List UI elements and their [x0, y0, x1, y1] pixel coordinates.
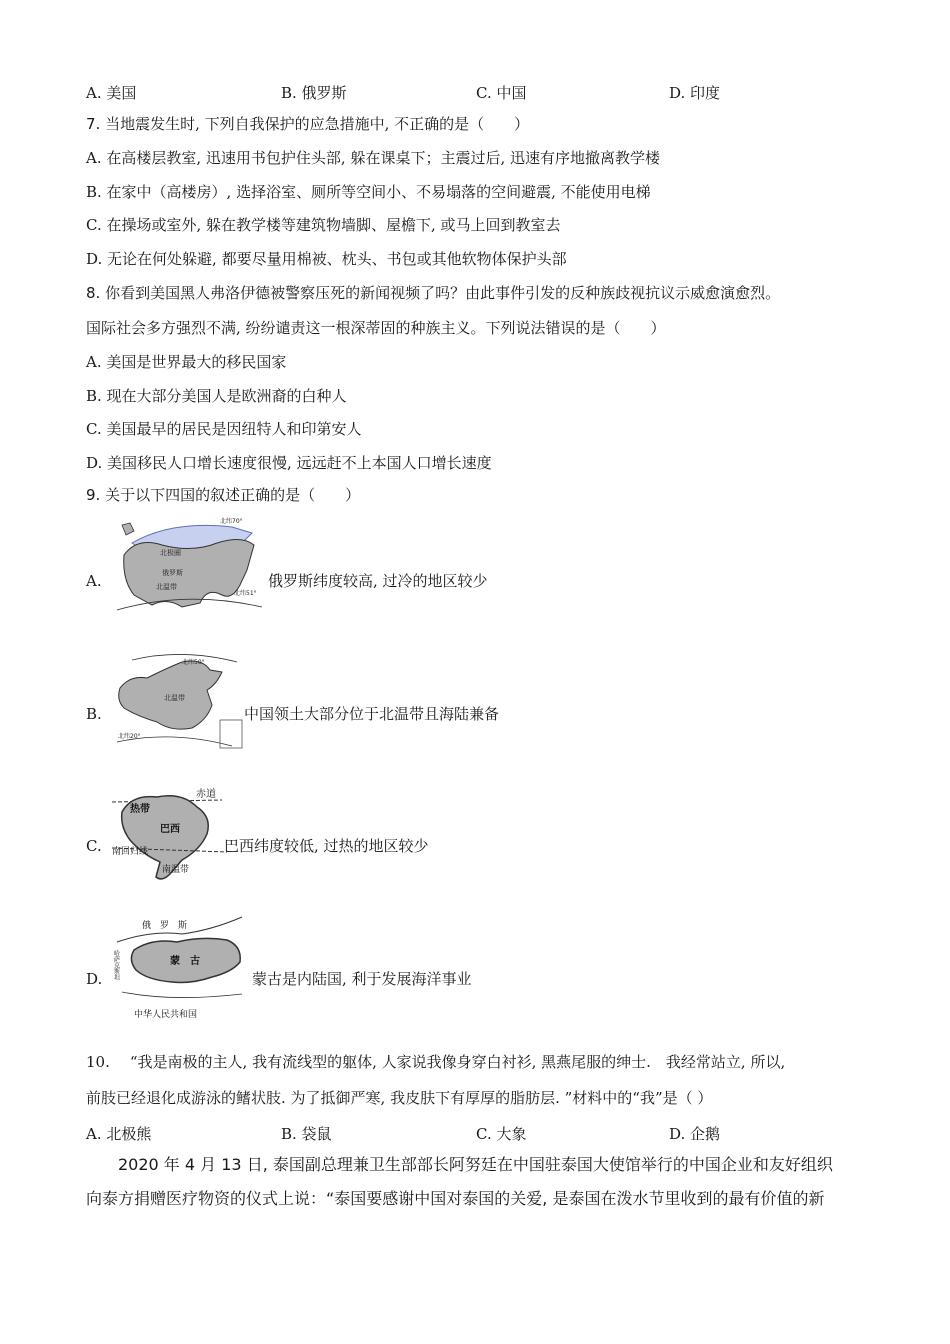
label-equator: 赤道	[196, 789, 216, 800]
label-south-temperate: 南温带	[162, 865, 190, 875]
q7-number: 7.	[86, 115, 101, 133]
china-map	[112, 650, 247, 755]
q9-option-d-letter: D.	[86, 970, 103, 988]
q10-option-c: C. 大象	[476, 1125, 527, 1143]
q10-option-b: B. 袋鼠	[281, 1125, 332, 1143]
q9-option-b-letter: B.	[86, 705, 102, 723]
island-shape	[122, 523, 134, 535]
q6-option-b: B. 俄罗斯	[281, 84, 347, 102]
label-tropical: 热带	[130, 804, 150, 815]
q10-stem-line2: 前肢已经退化成游泳的鳍状肢. 为了抵御严寒, 我皮肤下有厚厚的脂肪层. ”材料中的“我”是（ ）	[86, 1089, 713, 1107]
label-brazil: 巴西	[160, 824, 180, 835]
q9-number: 9.	[86, 486, 101, 504]
q8-option-a: A. 美国是世界最大的移民国家	[86, 353, 287, 371]
q7-stem	[86, 114, 529, 134]
q8-stem-line2: 国际社会多方强烈不满, 纷纷谴责这一根深蒂固的种族主义。下列说法错误的是（ ）	[86, 319, 666, 337]
mongolia-map	[112, 912, 252, 1022]
q8-option-c: C. 美国最早的居民是因纽特人和印第安人	[86, 420, 362, 438]
q8-option-b: B. 现在大部分美国人是欧洲裔的白种人	[86, 387, 347, 405]
q7-option-d: D. 无论在何处躲避, 都要尽量用棉被、枕头、书包或其他软物体保护头部	[86, 250, 567, 268]
label-arctic-circle: 北极圈	[160, 549, 181, 557]
q7-option-c: C. 在操场或室外, 躲在教学楼等建筑物墙脚、屋檐下, 或马上回到教室去	[86, 216, 561, 234]
q10-option-a: A. 北极熊	[86, 1125, 152, 1143]
label-north-temperate-china: 北温带	[164, 694, 185, 702]
q8-option-d: D. 美国移民人口增长速度很慢, 远远赶不上本国人口增长速度	[86, 454, 492, 472]
q9-option-b-text: 中国领土大部分位于北温带且海陆兼备	[244, 705, 500, 723]
q9-option-a-letter: A.	[86, 572, 102, 590]
label-mongolia: 蒙 古	[170, 956, 200, 967]
q6-option-c: C. 中国	[476, 84, 527, 102]
label-china-south: 中华人民共和国	[134, 1010, 198, 1020]
q9-option-c-letter: C.	[86, 837, 102, 855]
q9-option-c-text: 巴西纬度较低, 过热的地区较少	[224, 837, 429, 855]
q8-stem-text1: 你看到美国黑人弗洛伊德被警察压死的新闻视频了吗？由此事件引发的反种族歧视抗议示威愈演愈烈。	[100, 284, 781, 302]
q7-option-b: B. 在家中（高楼房）, 选择浴室、厕所等空间小、不易塌落的空间避震, 不能使用电梯	[86, 183, 651, 201]
q10-stem-text1: “我是南极的主人, 我有流线型的躯体, 人家说我像身穿白衬衫, 黑燕尾服的绅士. 我经常站立, 所以,	[129, 1053, 786, 1071]
q10-number: 10.	[86, 1053, 110, 1071]
q9-stem	[86, 485, 360, 505]
q6-options	[86, 82, 886, 104]
q6-option-a: A. 美国	[86, 84, 137, 102]
label-russia: 俄罗斯	[162, 569, 183, 577]
q9-stem-text: 关于以下四国的叙述正确的是（ ）	[100, 486, 361, 504]
label-lat-20: 北纬20°	[118, 733, 141, 740]
q7-stem-text: 当地震发生时, 下列自我保护的应急措施中, 不正确的是（ ）	[100, 115, 530, 133]
label-russia-north: 俄 罗 斯	[142, 921, 188, 931]
russia-map	[112, 515, 267, 620]
q9-option-d-text: 蒙古是内陆国, 利于发展海洋事业	[252, 970, 472, 988]
south-border	[122, 992, 242, 998]
passage-line1: 2020 年 4 月 13 日, 泰国副总理兼卫生部部长阿努廷在中国驻泰国大使馆举行的中国企业和友好组织	[118, 1155, 833, 1174]
label-lat-50: 北纬50°	[182, 659, 205, 666]
q9-option-a-text: 俄罗斯纬度较高, 过冷的地区较少	[268, 572, 488, 590]
q8-stem-line1	[86, 283, 780, 303]
q6-option-d: D. 印度	[669, 84, 721, 102]
label-tropic-capricorn: 南回归线	[112, 847, 149, 857]
passage-line2: 向泰方捐赠医疗物资的仪式上说：“泰国要感谢中国对泰国的关爱, 是泰国在泼水节里收到的最有价值的新	[86, 1189, 825, 1208]
label-lat-51: 北纬51°	[234, 590, 257, 597]
q8-number: 8.	[86, 284, 101, 302]
q10-option-d: D. 企鹅	[669, 1125, 721, 1143]
label-kazakhstan: 哈萨克斯坦	[112, 950, 120, 980]
brazil-map	[112, 782, 227, 887]
label-lat-70: 北纬70°	[220, 518, 243, 525]
q10-options	[86, 1123, 886, 1145]
label-north-temperate: 北温带	[156, 583, 177, 591]
q10-stem-line1	[86, 1052, 785, 1072]
q7-option-a: A. 在高楼层教室, 迅速用书包护住头部, 躲在课桌下；主震过后, 迅速有序地撤离教学楼	[86, 149, 660, 167]
